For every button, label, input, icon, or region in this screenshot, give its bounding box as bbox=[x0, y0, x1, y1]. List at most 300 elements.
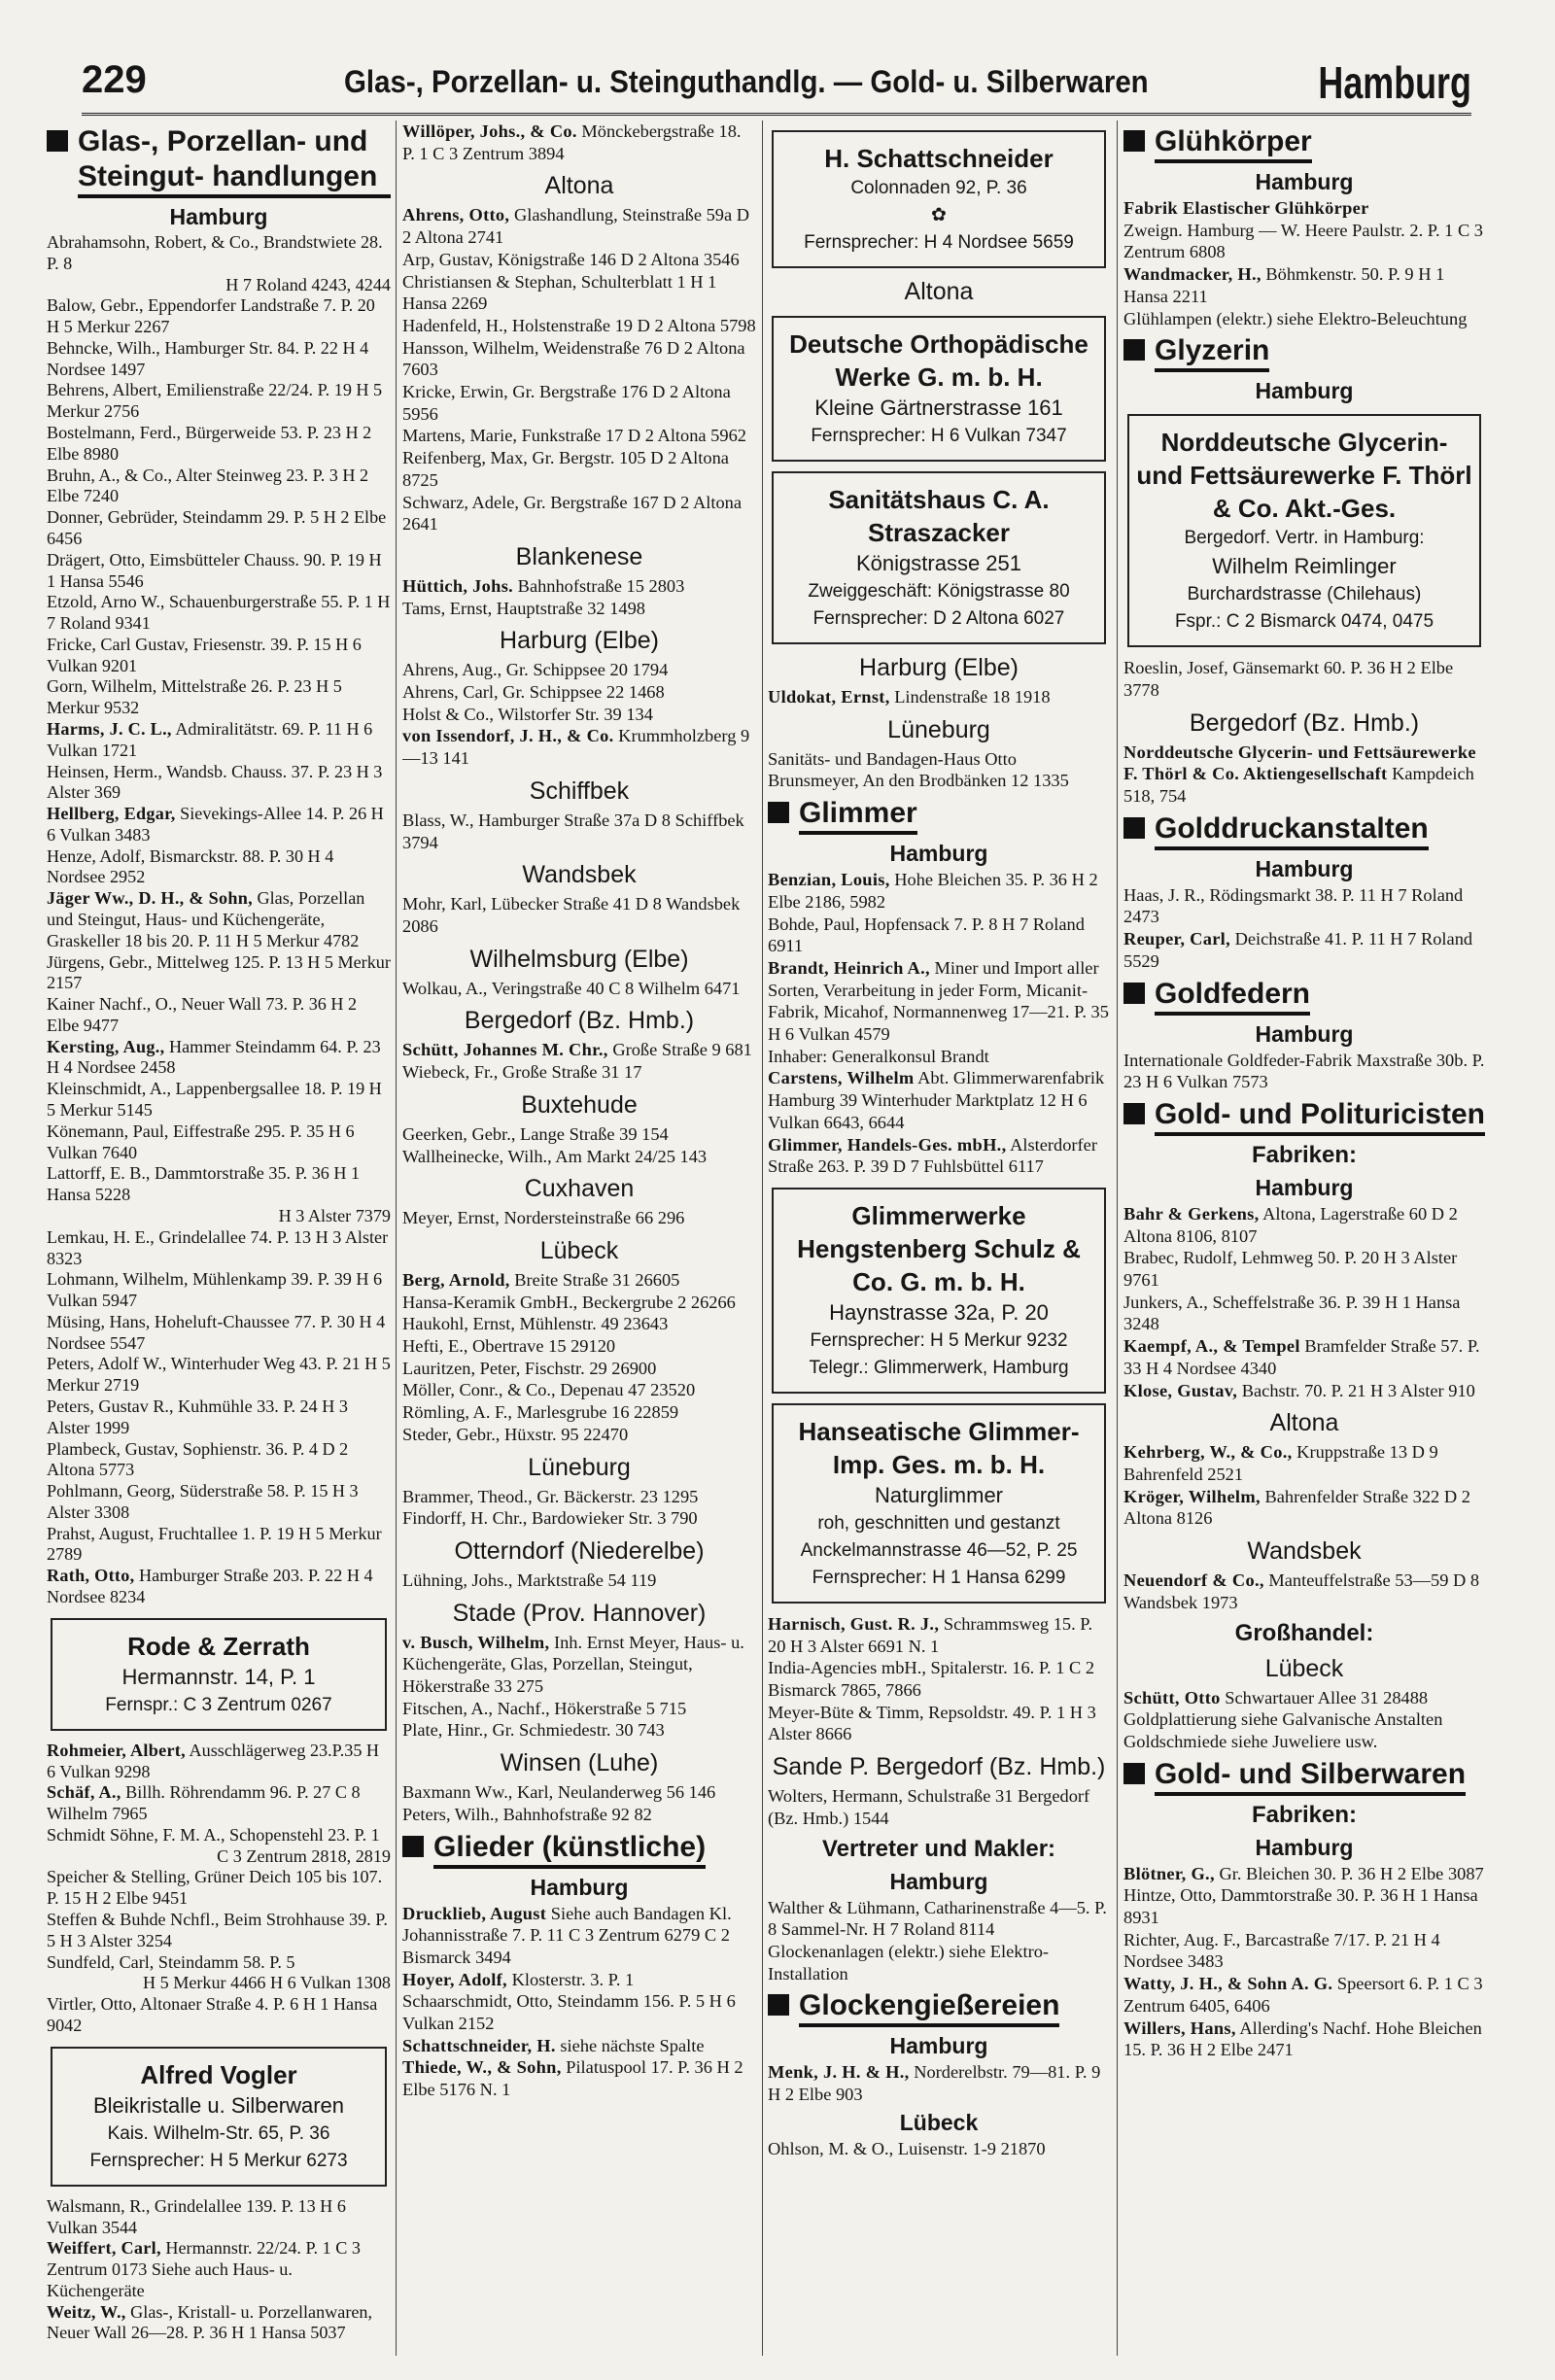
directory-entry bbox=[768, 1657, 1110, 1701]
place-heading: Schiffbek bbox=[529, 776, 630, 805]
entry-firm-name: Fabrik Elastischer Glühkörper bbox=[1123, 198, 1369, 218]
directory-entry bbox=[1123, 1884, 1485, 1928]
column-divider bbox=[396, 121, 397, 2356]
city-heading: Hamburg bbox=[1255, 169, 1354, 194]
entry-firm-name: Brandt, Heinrich A., bbox=[768, 957, 930, 978]
directory-entry bbox=[1123, 1973, 1485, 2017]
entry-details: Glas-, Kristall- u. Porzellanwaren, Neuer Wall 26—28. P. 36 H 1 Hansa 5037 bbox=[47, 2301, 373, 2343]
entry-firm-name: Drucklieb, August bbox=[402, 1903, 547, 1923]
subsection-heading: Vertreter und Makler: bbox=[821, 1835, 1056, 1862]
entry-details: Hadenfeld, H., Holstenstraße 19 D 2 Altona 5798 bbox=[402, 315, 756, 335]
entry-details: Meyer-Büte & Timm, Repsoldstr. 49. P. 1 H 3 Alster 8666 bbox=[768, 1702, 1096, 1744]
directory-entry bbox=[402, 1569, 756, 1592]
directory-entry bbox=[47, 719, 391, 762]
city-heading: Hamburg bbox=[889, 2033, 988, 2059]
entry-details: Internationale Goldfeder-Fabrik Maxstraße 30b. P. 23 H 6 Vulkan 7573 bbox=[1123, 1050, 1485, 1092]
entry-details: Bostelmann, Ferd., Bürgerweide 53. P. 23 H 2 Elbe 8980 bbox=[47, 423, 372, 464]
running-header bbox=[82, 56, 1471, 116]
section-title: Glühkörper bbox=[1155, 124, 1312, 163]
directory-entry bbox=[402, 1379, 756, 1401]
entry-details: Pilatuspool 17. P. 36 H 2 Elbe 5176 N. 1 bbox=[402, 2057, 743, 2100]
entry-firm-name: Harnisch, Gust. R. J., bbox=[768, 1613, 940, 1634]
section-title: Gold- und Silberwaren bbox=[1155, 1757, 1466, 1796]
directory-entry bbox=[47, 507, 391, 550]
entry-firm-name: Wandmacker, H., bbox=[1123, 264, 1261, 285]
directory-entry bbox=[47, 676, 391, 719]
directory-entry bbox=[402, 659, 756, 681]
directory-entry bbox=[47, 1121, 391, 1164]
section-heading bbox=[1123, 124, 1485, 163]
entry-details: Walsmann, R., Grindelallee 139. P. 13 H 6 Vulkan 3544 bbox=[47, 2195, 346, 2237]
directory-entry bbox=[1123, 1486, 1485, 1530]
entry-firm-name: Willöper, Johs., & Co. bbox=[402, 121, 577, 141]
entry-details: Glashandlung, Steinstraße 59a D 2 Altona 2741 bbox=[402, 205, 750, 248]
directory-entry bbox=[47, 1481, 391, 1524]
place-heading: Lüneburg bbox=[528, 1453, 631, 1481]
entry-details: Inh. Ernst Meyer, Haus- u. Küchengeräte, Glas, Porzellan, Steingut, Hökerstraße 33 275 bbox=[402, 1632, 744, 1697]
directory-entry bbox=[768, 1941, 1110, 1984]
section-heading bbox=[402, 1830, 756, 1869]
directory-entry bbox=[402, 1969, 756, 1991]
phone-line: H 7 Roland 4243, 4244 bbox=[225, 274, 391, 294]
entry-details: Lühning, Johs., Marktstraße 54 119 bbox=[402, 1569, 657, 1590]
entry-details: Peters, Adolf W., Winterhuder Weg 43. P. 21 H 5 Merkur 2719 bbox=[47, 1354, 391, 1396]
ad-line: Colonnaden 92, P. 36 bbox=[850, 178, 1027, 198]
entry-details: Virtler, Otto, Altonaer Straße 4. P. 6 H 1 Hansa 9042 bbox=[47, 1994, 378, 2035]
entry-details: Allerding's Nachf. Hohe Bleichen 15. P. 36 H 2 Elbe 2471 bbox=[1123, 2018, 1482, 2060]
directory-entry bbox=[402, 1313, 756, 1335]
entry-details: Kruppstraße 13 D 9 Bahrenfeld 2521 bbox=[1123, 1442, 1438, 1484]
advertisement-box bbox=[1127, 414, 1481, 647]
directory-entry bbox=[768, 2061, 1110, 2105]
directory-entry bbox=[47, 466, 391, 508]
entry-firm-name: Kersting, Aug., bbox=[47, 1036, 165, 1056]
directory-entry bbox=[768, 914, 1110, 957]
section-bullet-icon bbox=[1123, 339, 1145, 361]
entry-details: Lattorff, E. B., Dammtorstraße 35. P. 36 H 1 Hansa 5228 bbox=[47, 1163, 361, 1205]
entry-details: Bohde, Paul, Hopfensack 7. P. 8 H 7 Roland 6911 bbox=[768, 914, 1085, 956]
directory-entry bbox=[1123, 1569, 1485, 1613]
entry-firm-name: Blötner, G., bbox=[1123, 1863, 1215, 1883]
entry-details: Reifenberg, Max, Gr. Bergstr. 105 D 2 Altona 8725 bbox=[402, 448, 729, 490]
entry-firm-name: Reuper, Carl, bbox=[1123, 929, 1230, 949]
section-title: Goldfedern bbox=[1155, 977, 1310, 1016]
entry-details: Fitschen, A., Nachf., Hökerstraße 5 715 bbox=[402, 1698, 687, 1718]
entry-details: Schwartauer Allee 31 28488 bbox=[1225, 1687, 1429, 1707]
entry-details: Behncke, Wilh., Hamburger Str. 84. P. 22 H 4 Nordsee 1497 bbox=[47, 337, 369, 379]
entry-details: Sundfeld, Carl, Steindamm 58. P. 5 bbox=[47, 1951, 295, 1972]
directory-entry bbox=[402, 1039, 756, 1061]
entry-details: Deichstraße 41. P. 11 H 7 Roland 5529 bbox=[1123, 929, 1473, 971]
directory-entry bbox=[47, 1910, 391, 1952]
entry-details: Holst & Co., Wilstorfer Str. 39 134 bbox=[402, 704, 653, 724]
column-2 bbox=[402, 121, 756, 2356]
entry-details: Mohr, Karl, Lübecker Straße 41 D 8 Wandsbek 2086 bbox=[402, 894, 741, 936]
directory-entry bbox=[1123, 1708, 1485, 1731]
entry-details: Blass, W., Hamburger Straße 37a D 8 Schiffbek 3794 bbox=[402, 810, 744, 852]
directory-entry bbox=[47, 1867, 391, 1910]
place-heading: Altona bbox=[904, 278, 974, 305]
entry-firm-name: v. Busch, Wilhelm, bbox=[402, 1632, 550, 1652]
entry-details: Geerken, Gebr., Lange Straße 39 154 bbox=[402, 1123, 669, 1144]
place-heading: Bergedorf (Bz. Hmb.) bbox=[1189, 708, 1420, 737]
directory-entry bbox=[1123, 1687, 1485, 1709]
section-title: Golddruckanstalten bbox=[1155, 811, 1429, 850]
ad-line: Fspr.: C 2 Bismarck 0474, 0475 bbox=[1174, 611, 1434, 633]
entry-details: Lauritzen, Peter, Fischstr. 29 26900 bbox=[402, 1358, 657, 1378]
section-heading bbox=[1123, 1097, 1485, 1136]
directory-entry bbox=[402, 447, 756, 491]
directory-entry bbox=[47, 1825, 391, 1846]
city-heading: Hamburg bbox=[1255, 855, 1354, 881]
ad-line: Bergedorf. Vertr. in Hamburg: bbox=[1184, 528, 1425, 549]
ad-line: Rode & Zerrath bbox=[127, 1631, 310, 1661]
entry-details: Klosterstr. 3. P. 1 bbox=[511, 1969, 635, 1989]
place-heading: Harburg (Elbe) bbox=[500, 627, 659, 655]
entry-firm-name: Klose, Gustav, bbox=[1123, 1380, 1238, 1400]
entry-firm-name: Norddeutsche Glycerin- und Fettsäurewerke F. Thörl & Co. Aktiengesellschaft bbox=[1123, 742, 1476, 784]
directory-entry bbox=[402, 121, 756, 164]
entry-firm-name: Ahrens, Otto, bbox=[402, 205, 510, 225]
place-heading: Otterndorf (Niederelbe) bbox=[454, 1536, 705, 1565]
entry-details: Ausschlägerweg 23.P.35 H 6 Vulkan 9298 bbox=[47, 1740, 380, 1781]
directory-entry bbox=[47, 888, 391, 951]
section-title: Glyzerin bbox=[1155, 333, 1269, 372]
directory-entry bbox=[402, 1507, 756, 1530]
directory-entry bbox=[1123, 657, 1485, 701]
ad-line: Glimmerwerke Hengstenberg Schulz & Co. G. m. b. H. bbox=[797, 1200, 1081, 1296]
directory-entry bbox=[1123, 1929, 1485, 1973]
section-bullet-icon bbox=[1123, 130, 1145, 152]
city-heading: Hamburg bbox=[889, 841, 988, 867]
entry-details: Hefti, E., Obertrave 15 29120 bbox=[402, 1336, 616, 1357]
entry-details: Christiansen & Stephan, Schulterblatt 1 H 1 Hansa 2269 bbox=[402, 271, 717, 314]
directory-entry bbox=[402, 337, 756, 381]
directory-entry bbox=[402, 575, 756, 598]
directory-entry bbox=[47, 635, 391, 677]
directory-entry bbox=[768, 957, 1110, 1046]
directory-entry bbox=[1123, 1292, 1485, 1335]
ad-line: Hanseatische Glimmer-Imp. Ges. m. b. H. bbox=[798, 1416, 1080, 1479]
header-city: Hamburg bbox=[1318, 57, 1471, 108]
entry-details: Hamburger Straße 203. P. 22 H 4 Nordsee 8234 bbox=[47, 1566, 373, 1606]
entry-details: Brammer, Theod., Gr. Bäckerstr. 23 1295 bbox=[402, 1486, 699, 1506]
directory-entry bbox=[1123, 220, 1485, 263]
section-bullet-icon bbox=[1123, 1103, 1145, 1124]
entry-details: siehe nächste Spalte bbox=[560, 2035, 705, 2055]
directory-entry bbox=[768, 1046, 1110, 1068]
place-heading: Wandsbek bbox=[1247, 1537, 1362, 1566]
directory-entry bbox=[768, 869, 1110, 913]
page-number: 229 bbox=[82, 58, 147, 101]
entry-details: Gorn, Wilhelm, Mittelstraße 26. P. 23 H 5 Merkur 9532 bbox=[47, 676, 342, 718]
entry-details: Goldplattierung siehe Galvanische Anstalten bbox=[1123, 1709, 1443, 1730]
directory-entry bbox=[47, 1952, 391, 1974]
ad-line: Zweiggeschäft: Königstrasse 80 bbox=[808, 581, 1070, 602]
entry-details: Inhaber: Generalkonsul Brandt bbox=[768, 1046, 989, 1066]
ad-line: Kleine Gärtnerstrasse 161 bbox=[814, 396, 1063, 420]
entry-firm-name: Benzian, Louis, bbox=[768, 870, 890, 890]
entry-details: Brabec, Rudolf, Lehmweg 50. P. 20 H 3 Alster 9761 bbox=[1123, 1248, 1458, 1291]
entry-details: Kainer Nachf., O., Neuer Wall 73. P. 36 H 2 Elbe 9477 bbox=[47, 994, 358, 1035]
section-heading bbox=[1123, 333, 1485, 372]
entry-details: Wallheinecke, Wilh., Am Markt 24/25 143 bbox=[402, 1146, 708, 1166]
entry-firm-name: Bahr & Gerkens, bbox=[1123, 1203, 1260, 1224]
section-heading bbox=[47, 124, 391, 198]
ad-line: Fernsprecher: H 1 Hansa 6299 bbox=[812, 1567, 1066, 1588]
directory-entry bbox=[47, 994, 391, 1037]
city-heading: Hamburg bbox=[1255, 1020, 1354, 1047]
entry-details: Junkers, A., Scheffelstraße 36. P. 39 H 1 Hansa 3248 bbox=[1123, 1292, 1461, 1334]
entry-details: Gr. Bleichen 30. P. 36 H 2 Elbe 3087 bbox=[1219, 1863, 1484, 1883]
directory-entry bbox=[47, 423, 391, 466]
directory-entry bbox=[768, 1134, 1110, 1178]
entry-details: Zweign. Hamburg — W. Heere Paulstr. 2. P. 1 C 3 Zentrum 6808 bbox=[1123, 220, 1484, 262]
place-heading: Altona bbox=[1269, 1409, 1339, 1437]
entry-details: Prahst, August, Fruchtallee 1. P. 19 H 5 Merkur 2789 bbox=[47, 1523, 382, 1565]
section-bullet-icon bbox=[1123, 1763, 1145, 1784]
entry-firm-name: Kaempf, A., & Tempel bbox=[1123, 1336, 1300, 1357]
directory-entry bbox=[47, 1037, 391, 1080]
directory-entry bbox=[1123, 197, 1485, 220]
directory-entry bbox=[47, 232, 391, 275]
entry-details: Alsterdorfer Straße 263. P. 39 D 7 Fuhlsbüttel 6117 bbox=[768, 1134, 1097, 1177]
directory-entry bbox=[47, 295, 391, 338]
entry-firm-name: Hellberg, Edgar, bbox=[47, 804, 176, 824]
section-title: Glieder (künstliche) bbox=[433, 1830, 706, 1869]
entry-details: Bramfelder Straße 57. P. 33 H 4 Nordsee 4340 bbox=[1123, 1336, 1480, 1378]
directory-entry bbox=[47, 550, 391, 593]
directory-entry bbox=[47, 1269, 391, 1312]
entry-firm-name: Rohmeier, Albert, bbox=[47, 1740, 186, 1760]
directory-entry bbox=[47, 1994, 391, 2037]
column-1 bbox=[47, 121, 391, 2356]
directory-entry bbox=[402, 1358, 756, 1380]
directory-entry bbox=[402, 492, 756, 535]
directory-entry bbox=[402, 1486, 756, 1508]
directory-entry bbox=[402, 1719, 756, 1742]
section-title: Glimmer bbox=[799, 796, 917, 835]
ad-line: Fernsprecher: H 4 Nordsee 5659 bbox=[804, 232, 1074, 253]
directory-entry bbox=[1123, 884, 1485, 928]
column-divider bbox=[1117, 121, 1118, 2356]
directory-entry bbox=[1123, 263, 1485, 307]
directory-entry bbox=[402, 1401, 756, 1424]
entry-details: Ahrens, Aug., Gr. Schippsee 20 1794 bbox=[402, 660, 669, 680]
entry-details: Bahrenfelder Straße 322 D 2 Altona 8126 bbox=[1123, 1486, 1470, 1529]
entry-details: Meyer, Ernst, Nordersteinstraße 66 296 bbox=[402, 1208, 685, 1228]
section-bullet-icon bbox=[1123, 983, 1145, 1004]
directory-entry bbox=[47, 1741, 391, 1783]
directory-entry bbox=[47, 1079, 391, 1121]
entry-details: Lindenstraße 18 1918 bbox=[894, 687, 1051, 707]
directory-entry bbox=[1123, 1863, 1485, 1885]
directory-entry bbox=[402, 2056, 756, 2100]
entry-details: Schwarz, Adele, Gr. Bergstraße 167 D 2 Altona 2641 bbox=[402, 492, 743, 535]
directory-entry bbox=[402, 1903, 756, 1969]
column-4 bbox=[1123, 121, 1485, 2356]
directory-entry bbox=[47, 592, 391, 635]
entry-firm-name: Menk, J. H. & H., bbox=[768, 2062, 910, 2083]
place-heading: Sande P. Bergedorf (Bz. Hmb.) bbox=[772, 1753, 1106, 1781]
entry-details: Krummholzberg 9—13 141 bbox=[402, 726, 750, 769]
directory-entry bbox=[47, 1227, 391, 1270]
entry-firm-name: Weiffert, Carl, bbox=[47, 2238, 161, 2259]
entry-firm-name: Schattschneider, H. bbox=[402, 2035, 556, 2055]
entry-details: Sievekings-Allee 14. P. 26 H 6 Vulkan 3483 bbox=[47, 804, 384, 845]
entry-details: Abt. Glimmerwarenfabrik Hamburg 39 Winterhuder Marktplatz 12 H 6 Vulkan 6643, 6644 bbox=[768, 1068, 1105, 1132]
entry-details: Bachstr. 70. P. 21 H 3 Alster 910 bbox=[1241, 1380, 1475, 1400]
place-heading: Lübeck bbox=[539, 1236, 619, 1264]
directory-entry bbox=[402, 204, 756, 248]
directory-entry bbox=[402, 1207, 756, 1229]
entry-details: Lohmann, Wilhelm, Mühlenkamp 39. P. 39 H 6 Vulkan 5947 bbox=[47, 1269, 383, 1311]
directory-entry bbox=[402, 1269, 756, 1292]
entry-details: Altona, Lagerstraße 60 D 2 Altona 8106, 8107 bbox=[1123, 1203, 1458, 1246]
directory-entry bbox=[47, 1524, 391, 1567]
directory-entry bbox=[47, 1782, 391, 1825]
ad-line: Fernsprecher: H 6 Vulkan 7347 bbox=[811, 426, 1067, 446]
directory-entry bbox=[1123, 1247, 1485, 1291]
entry-details: Steffen & Buhde Nchfl., Beim Strohhause 39. P. 5 H 3 Alster 3254 bbox=[47, 1910, 388, 1950]
entry-details: Donner, Gebrüder, Steindamm 29. P. 5 H 2 Elbe 6456 bbox=[47, 507, 387, 548]
ad-line: Deutsche Orthopädische Werke G. m. b. H. bbox=[789, 329, 1088, 392]
city-heading: Hamburg bbox=[889, 1868, 988, 1894]
entry-details: Peters, Gustav R., Kuhmühle 33. P. 24 H 3 Alster 1999 bbox=[47, 1396, 348, 1437]
directory-entry bbox=[402, 810, 756, 853]
entry-firm-name: Schütt, Johannes M. Chr., bbox=[402, 1040, 608, 1060]
entry-details: Pohlmann, Georg, Süderstraße 58. P. 15 H 3 Alster 3308 bbox=[47, 1481, 359, 1522]
directory-entry bbox=[1123, 1203, 1485, 1247]
directory-entry bbox=[402, 725, 756, 769]
entry-details: Manteuffelstraße 53—59 D 8 Wandsbek 1973 bbox=[1123, 1570, 1480, 1612]
entry-firm-name: Kehrberg, W., & Co., bbox=[1123, 1442, 1293, 1463]
directory-entry bbox=[47, 2302, 391, 2345]
section-title: Gold- und Polituricisten bbox=[1155, 1097, 1485, 1136]
entry-firm-name: von Issendorf, J. H., & Co. bbox=[402, 726, 614, 746]
entry-details: Martens, Marie, Funkstraße 17 D 2 Altona 5962 bbox=[402, 426, 746, 446]
entry-details: Ohlson, M. & O., Luisenstr. 1-9 21870 bbox=[768, 2138, 1046, 2158]
advertisement-box bbox=[772, 471, 1106, 644]
entry-details: Speicher & Stelling, Grüner Deich 105 bis 107. P. 15 H 2 Elbe 9451 bbox=[47, 1867, 383, 1909]
entry-firm-name: Watty, J. H., & Sohn A. G. bbox=[1123, 1974, 1333, 1994]
entry-details: Hermannstr. 22/24. P. 1 C 3 Zentrum 0173 Siehe auch Haus- u. Küchengeräte bbox=[47, 2238, 361, 2300]
ad-line: roh, geschnitten und gestanzt bbox=[817, 1512, 1060, 1534]
advertisement-box bbox=[772, 316, 1106, 462]
entry-firm-name: Schütt, Otto bbox=[1123, 1687, 1221, 1707]
ad-line: Telegr.: Glimmerwerk, Hamburg bbox=[809, 1357, 1069, 1378]
advertisement-box bbox=[51, 2047, 387, 2187]
directory-entry bbox=[402, 978, 756, 1000]
directory-entry bbox=[47, 1566, 391, 1608]
advertisement-box bbox=[772, 1403, 1106, 1604]
entry-details: Arp, Gustav, Königstraße 146 D 2 Altona 3546 bbox=[402, 249, 740, 269]
entry-details: Plate, Hinr., Gr. Schmiedestr. 30 743 bbox=[402, 1720, 665, 1741]
entry-details: Hammer Steindamm 64. P. 23 H 4 Nordsee 2458 bbox=[47, 1036, 381, 1078]
city-heading: Hamburg bbox=[530, 1874, 629, 1900]
directory-entry bbox=[47, 338, 391, 381]
directory-entry bbox=[402, 2035, 756, 2057]
city-heading: Hamburg bbox=[169, 204, 268, 229]
ad-line: Haynstrasse 32a, P. 20 bbox=[829, 1299, 1049, 1325]
entry-details: Schaarschmidt, Otto, Steindamm 156. P. 5 H 6 Vulkan 2152 bbox=[402, 1991, 736, 2034]
entry-details: Admiralitätstr. 69. P. 11 H 6 Vulkan 1721 bbox=[47, 718, 373, 760]
section-heading bbox=[1123, 977, 1485, 1016]
directory-entry bbox=[47, 846, 391, 889]
entry-details: Billh. Röhrendamm 96. P. 27 C 8 Wilhelm 7965 bbox=[47, 1782, 361, 1824]
directory-entry bbox=[768, 686, 1110, 708]
entry-details: Abrahamsohn, Robert, & Co., Brandstwiete 28. P. 8 bbox=[47, 232, 383, 273]
entry-firm-name: Glimmer, Handels-Ges. mbH., bbox=[768, 1134, 1007, 1155]
place-heading: Buxtehude bbox=[521, 1090, 638, 1119]
directory-entry bbox=[1123, 928, 1485, 972]
ad-line: Fernspr.: C 3 Zentrum 0267 bbox=[105, 1694, 332, 1715]
place-heading: Winsen (Luhe) bbox=[500, 1749, 659, 1777]
place-heading: Stade (Prov. Hannover) bbox=[452, 1599, 707, 1627]
directory-entry bbox=[47, 804, 391, 846]
advertisement-box bbox=[772, 130, 1106, 268]
directory-entry bbox=[402, 1698, 756, 1720]
directory-entry bbox=[402, 1146, 756, 1168]
section-heading bbox=[1123, 1757, 1485, 1796]
place-heading: Wandsbek bbox=[522, 861, 637, 889]
ad-line: ✿ bbox=[931, 205, 947, 225]
entry-details: Böhmkenstr. 50. P. 9 H 1 Hansa 2211 bbox=[1123, 264, 1445, 306]
entry-details: Speersort 6. P. 1 C 3 Zentrum 6405, 6406 bbox=[1123, 1974, 1483, 2016]
directory-entry bbox=[768, 1785, 1110, 1829]
place-heading: Blankenese bbox=[515, 542, 643, 570]
ad-line: Königstrasse 251 bbox=[856, 551, 1021, 575]
directory-entry bbox=[402, 1424, 756, 1446]
entry-firm-name: Rath, Otto, bbox=[47, 1566, 135, 1586]
directory-entry bbox=[402, 704, 756, 726]
entry-details: Römling, A. F., Marlesgrube 16 22859 bbox=[402, 1402, 679, 1423]
entry-details: Plambeck, Gustav, Sophienstr. 36. P. 4 D 2 Altona 5773 bbox=[47, 1438, 349, 1480]
section-heading bbox=[768, 796, 1110, 835]
directory-entry bbox=[402, 425, 756, 447]
ad-line: Naturglimmer bbox=[874, 1482, 1004, 1507]
directory-entry bbox=[47, 1163, 391, 1206]
entry-details: Findorff, H. Chr., Bardowieker Str. 3 790 bbox=[402, 1508, 698, 1529]
directory-entry bbox=[402, 1061, 756, 1084]
ad-line: Wilhelm Reimlinger bbox=[1212, 554, 1397, 579]
phone-line: C 3 Zentrum 2818, 2819 bbox=[217, 1845, 391, 1866]
entry-details: Heinsen, Herm., Wandsb. Chauss. 37. P. 23 H 3 Alster 369 bbox=[47, 761, 383, 803]
place-heading: Cuxhaven bbox=[524, 1175, 635, 1203]
directory-entry bbox=[768, 1613, 1110, 1657]
entry-details: Walther & Lühmann, Catharinenstraße 4—5. P. 8 Sammel-Nr. H 7 Roland 8114 bbox=[768, 1897, 1107, 1940]
entry-firm-name: Hoyer, Adolf, bbox=[402, 1969, 507, 1989]
entry-details: Hintze, Otto, Dammtorstraße 30. P. 36 H 1 Hansa 8931 bbox=[1123, 1885, 1478, 1928]
place-heading: Harburg (Elbe) bbox=[859, 654, 1019, 681]
entry-details: Kleinschmidt, A., Lappenbergsallee 18. P. 19 H 5 Merkur 5145 bbox=[47, 1079, 382, 1121]
entry-details: Siehe auch Bandagen Kl. Johannisstraße 7. P. 11 C 3 Zentrum 6279 C 2 Bismarck 3494 bbox=[402, 1903, 732, 1967]
directory-entry bbox=[402, 598, 756, 620]
entry-details: Norderelbstr. 79—81. P. 9 H 2 Elbe 903 bbox=[768, 2062, 1101, 2105]
ad-line: Bleikristalle u. Silberwaren bbox=[93, 2092, 344, 2118]
entry-details: Kampdeich 518, 754 bbox=[1123, 764, 1474, 807]
ad-line: Fernsprecher: D 2 Altona 6027 bbox=[812, 608, 1065, 629]
entry-firm-name: Carstens, Wilhelm bbox=[768, 1068, 915, 1088]
city-heading: Hamburg bbox=[1255, 1174, 1354, 1200]
directory-entry bbox=[402, 1632, 756, 1698]
entry-firm-name: Schäf, A., bbox=[47, 1782, 121, 1803]
directory-entry bbox=[1123, 1380, 1485, 1402]
directory-entry bbox=[47, 952, 391, 995]
ad-line: Fernsprecher: H 5 Merkur 6273 bbox=[89, 2150, 348, 2171]
entry-firm-name: Willers, Hans, bbox=[1123, 2018, 1236, 2038]
section-title: Glockengießereien bbox=[799, 1988, 1059, 2027]
